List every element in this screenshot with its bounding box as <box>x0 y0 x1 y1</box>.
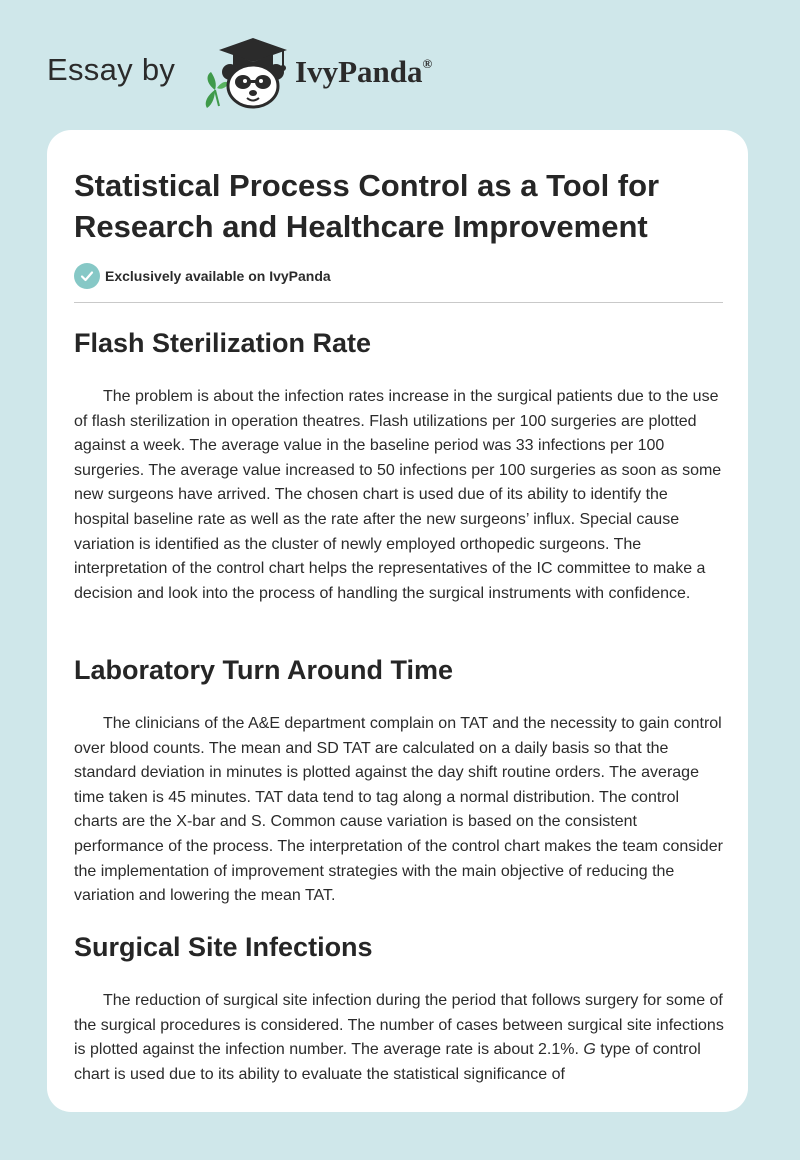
title-divider <box>74 302 723 303</box>
ivypanda-logo-icon[interactable] <box>197 32 293 110</box>
section-paragraph: The clinicians of the A&E department complain on TAT and the necessity to gain control over blood counts. The mean and SD TAT are calculated on a daily basis so that the standard deviation in minutes is plotted against the day shift routine orders. The average time taken is 45 minutes. TAT data tend to tag along a normal distribution. The control charts are the X-bar and S. Common cause variation is based on the consistent performance of the process. The interpretation of the control chart makes the team consider the implementation of improvement strategies with the main objective of reducing the variation and lowering the mean TAT. <box>74 715 723 905</box>
section-heading: Laboratory Turn Around Time <box>74 655 454 685</box>
section-paragraph <box>74 989 726 1087</box>
exclusive-badge <box>74 262 331 290</box>
brand-text: IvyPanda <box>295 54 423 89</box>
essay-by-label: Essay by <box>47 52 176 87</box>
section-heading: Surgical Site Infections <box>74 932 373 962</box>
check-circle-icon <box>74 263 100 289</box>
section-heading: Flash Sterilization Rate <box>74 328 372 358</box>
registered-mark: ® <box>422 56 433 71</box>
article-card <box>47 130 748 1112</box>
site-header <box>47 32 547 112</box>
paragraph-italic: G <box>583 1041 596 1059</box>
exclusive-badge-label: Exclusively available on IvyPanda <box>105 268 331 284</box>
brand-name[interactable] <box>295 54 432 90</box>
paragraph-text: type of control chart is used due to its ability to evaluate the statistical significance of <box>74 1041 701 1083</box>
paragraph-text: The reduction of surgical site infection during the period that follows surgery for some of the surgical procedures is considered. The number of cases between surgical site infections is plotted against the infection number. The average rate is about 2.1%. <box>74 992 724 1059</box>
article-title: Statistical Process Control as a Tool for Research and Healthcare Improvement <box>74 168 660 244</box>
section-paragraph: The problem is about the infection rates increase in the surgical patients due to the use of flash sterilization in operation theatres. Flash utilizations per 100 surgeries are plotted against a week. The average value in the baseline period was 33 infections per 100 surgeries. The average value increased to 50 infections per 100 surgeries as soon as some new surgeons have arrived. The chosen chart is used due of its ability to identify the hospital baseline rate as well as the rate after the new surgeons’ influx. Special cause variation is identified as the cluster of newly employed orthopedic surgeons. The interpretation of the control chart helps the representatives of the IC committee to make a decision and look into the process of handling the surgical instruments with confidence. <box>74 388 722 602</box>
